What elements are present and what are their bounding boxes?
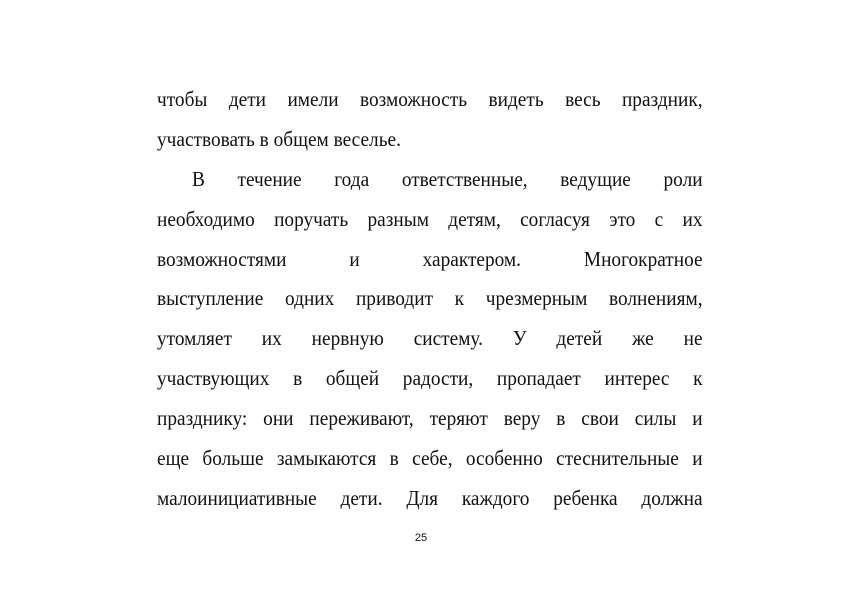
body-text (157, 84, 703, 523)
page-number: 25 (414, 532, 428, 544)
text-line: малоинициативные дети. Для каждого ребенка должна (157, 485, 703, 510)
text-line: еще больше замыкаются в себе, особенно стеснительные и (157, 446, 703, 471)
text-line: участвовать в общем веселье. (157, 126, 401, 151)
text-line: возможностями и характером. Многократное (157, 246, 703, 271)
text-line: празднику: они переживают, теряют веру в свои силы и (157, 406, 703, 431)
text-line: необходимо поручать разным детям, согласуя это с их (157, 206, 703, 231)
text-line: выступление одних приводит к чрезмерным волнениям, (157, 286, 703, 311)
text-line: В течение года ответственные, ведущие роли (191, 166, 703, 191)
text-line: утомляет их нервную систему. У детей же не (157, 326, 703, 351)
text-line: чтобы дети имели возможность видеть весь праздник, (157, 87, 703, 111)
text-line: участвующих в общей радости, пропадает интерес к (157, 366, 703, 391)
